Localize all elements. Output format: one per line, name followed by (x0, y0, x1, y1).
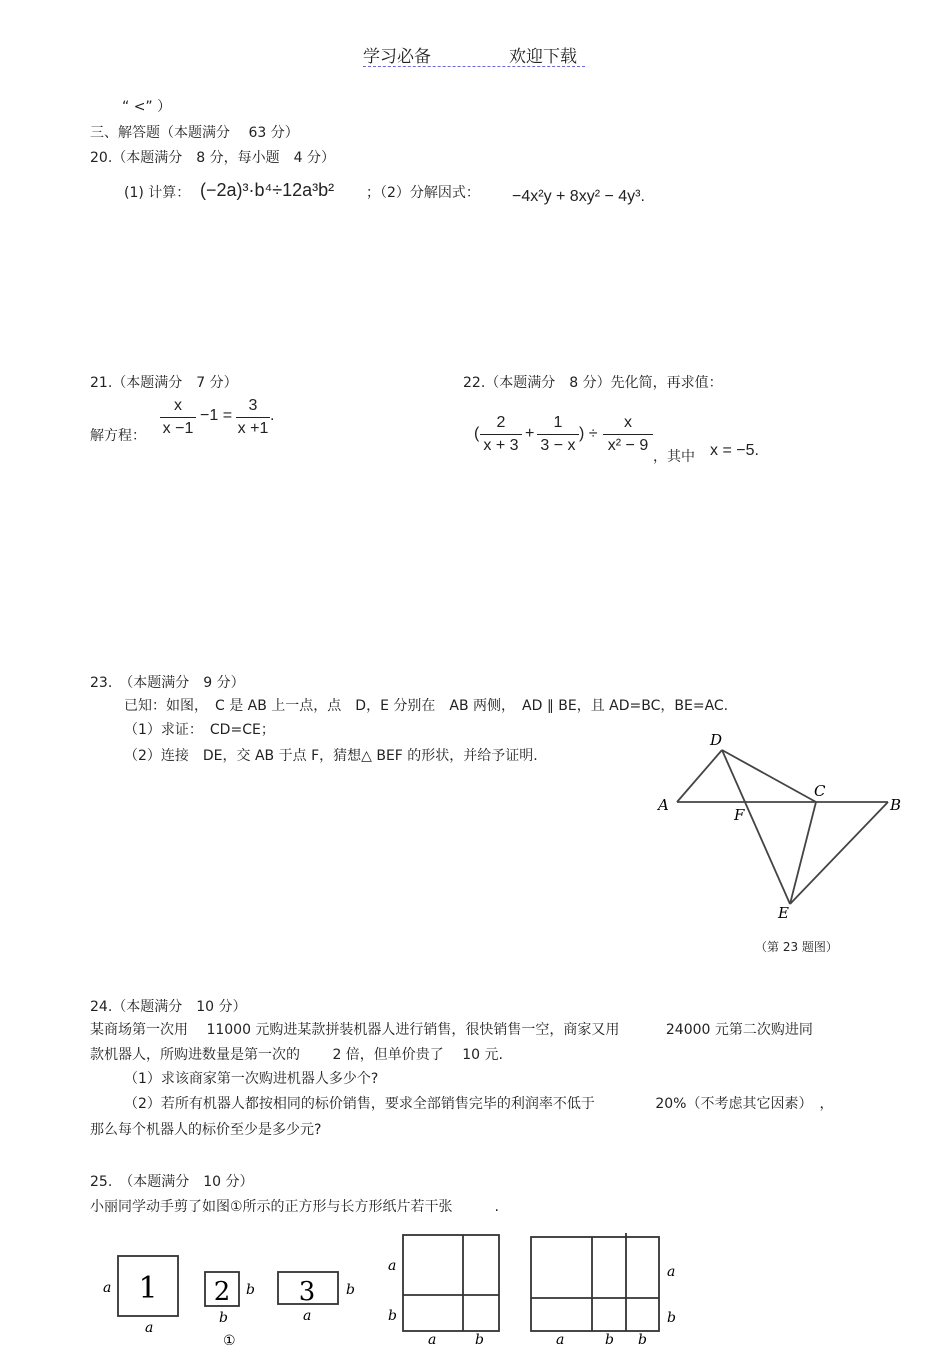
card-2-number: 2 (213, 1277, 231, 1307)
continued-text: “ <” ） (122, 99, 172, 115)
fraction-bar (480, 434, 522, 435)
q23-figure-caption: （第 23 题图） (755, 940, 838, 954)
q22-frac1-numerator: 2 (496, 414, 506, 431)
grid3-bottom-label-1: a (556, 1332, 565, 1345)
segment-BE (790, 802, 888, 904)
q22-frac2-numerator: 1 (553, 414, 563, 431)
q21-middle: −1 = (200, 407, 233, 424)
grid3-bottom-label-3: b (638, 1332, 647, 1345)
segment-CE (790, 802, 816, 904)
fraction-bar (236, 417, 270, 418)
card-1-number: 1 (138, 1271, 158, 1306)
header-right-text: 欢迎下载 (509, 47, 577, 67)
q21-frac1-numerator: x (174, 397, 182, 414)
point-label-D: D (710, 731, 723, 749)
fraction-bar (603, 434, 653, 435)
grid3-right-bottom-label: b (667, 1310, 676, 1326)
point-label-F: F (734, 806, 745, 824)
q21-fraction-2 (236, 396, 270, 439)
q22-value: x = −5. (710, 442, 759, 459)
card-3-number: 3 (298, 1277, 316, 1307)
segment-DC (722, 750, 816, 802)
q23-title: 23. （本题满分 9 分） (90, 675, 245, 691)
fraction-bar (537, 434, 579, 435)
card-3-side-label: b (346, 1282, 355, 1298)
q24-part2: （2）若所有机器人都按相同的标价销售，要求全部销售完毕的利润率不低于 20%（不考虑其它因素） ， (124, 1096, 834, 1112)
page-header (363, 42, 585, 67)
q22-fraction-3 (603, 413, 653, 456)
q22-frac3-denominator: x² − 9 (607, 437, 649, 454)
point-label-B: B (890, 796, 902, 814)
q21-frac2-numerator: 3 (248, 397, 258, 414)
grid3-bottom-label-2: b (605, 1332, 614, 1345)
q21-title: 21.（本题满分 7 分） (90, 375, 238, 391)
q22-fraction-2 (537, 413, 579, 456)
q22-frac2-denominator: 3 − x (540, 437, 576, 454)
point-label-A: A (658, 796, 669, 814)
card-2-bottom-label: b (219, 1310, 228, 1326)
q22-close-divide: ) ÷ (579, 425, 598, 442)
q24-title: 24.（本题满分 10 分） (90, 999, 247, 1015)
card-2-side-label: b (246, 1282, 255, 1298)
q21-end: . (270, 407, 275, 424)
grid2-bottom-label-2: b (475, 1332, 484, 1345)
q22-plus: + (525, 425, 535, 442)
q25-title: 25. （本题满分 10 分） (90, 1174, 254, 1190)
figure-3-grid (531, 1233, 659, 1331)
q21-frac1-denominator: x −1 (162, 420, 194, 437)
figure-2-grid (403, 1235, 499, 1331)
q23-given: 已知：如图， C 是 AB 上一点，点 D，E 分别在 AB 两侧， AD ∥ BE，且 AD=BC，BE=AC. (124, 698, 729, 714)
q20-part2-expression: −4x²y + 8xy² − 4y³. (512, 188, 645, 205)
header-left-text: 学习必备 (363, 47, 431, 67)
point-label-C: C (814, 782, 826, 800)
q20-title: 20.（本题满分 8 分，每小题 4 分） (90, 150, 335, 166)
grid2-left-bottom-label: b (388, 1308, 397, 1324)
q22-where: ，其中 (653, 449, 695, 465)
fraction-bar (160, 417, 196, 418)
figure-1-marker: ① (223, 1333, 236, 1345)
point-label-E: E (778, 904, 789, 922)
card-3-bottom-label: a (303, 1308, 312, 1324)
q20-part1-expression: (−2a)³·b⁴÷12a³b² (200, 180, 335, 200)
q25-intro: 小丽同学动手剪了如图①所示的正方形与长方形纸片若干张 . (90, 1199, 499, 1215)
q23-geometry-figure (650, 728, 910, 958)
q22-fraction-1 (480, 413, 522, 456)
card-1-side-label: a (103, 1280, 112, 1296)
q24-part2-continued: 那么每个机器人的标价至少是多少元? (90, 1122, 322, 1138)
q22-open-paren: ( (474, 425, 480, 442)
grid2-bottom-label-1: a (428, 1332, 437, 1345)
q21-label: 解方程： (90, 428, 146, 444)
q23-part1: （1）求证： CD=CE； (124, 722, 275, 738)
grid3-right-top-label: a (667, 1264, 676, 1280)
segment-AD (677, 750, 722, 802)
q22-frac1-denominator: x + 3 (483, 437, 519, 454)
grid2-left-top-label: a (388, 1258, 397, 1274)
q22-title: 22.（本题满分 8 分）先化简，再求值： (463, 375, 723, 391)
q22-frac3-numerator: x (624, 414, 632, 431)
q24-part1: （1）求该商家第一次购进机器人多少个? (124, 1071, 379, 1087)
q24-line1: 某商场第一次用 11000 元购进某款拼装机器人进行销售，很快销售一空，商家又用 24000 元第二次购进同 (90, 1022, 813, 1038)
q21-frac2-denominator: x +1 (237, 420, 269, 437)
q20-separator: ；（2）分解因式： (366, 185, 480, 201)
q20-part1-label: (1) 计算： (124, 185, 191, 201)
q24-line2: 款机器人，所购进数量是第一次的 2 倍，但单价贵了 10 元. (90, 1047, 503, 1063)
q23-part2: （2）连接 DE，交 AB 于点 F，猜想△ BEF 的形状，并给予证明. (124, 748, 538, 764)
q21-fraction-1 (160, 396, 196, 439)
segment-DE (722, 750, 790, 904)
q25-card-figures (95, 1228, 695, 1345)
section-3-heading: 三、解答题（本题满分 63 分） (90, 125, 299, 141)
card-1-bottom-label: a (145, 1320, 154, 1336)
